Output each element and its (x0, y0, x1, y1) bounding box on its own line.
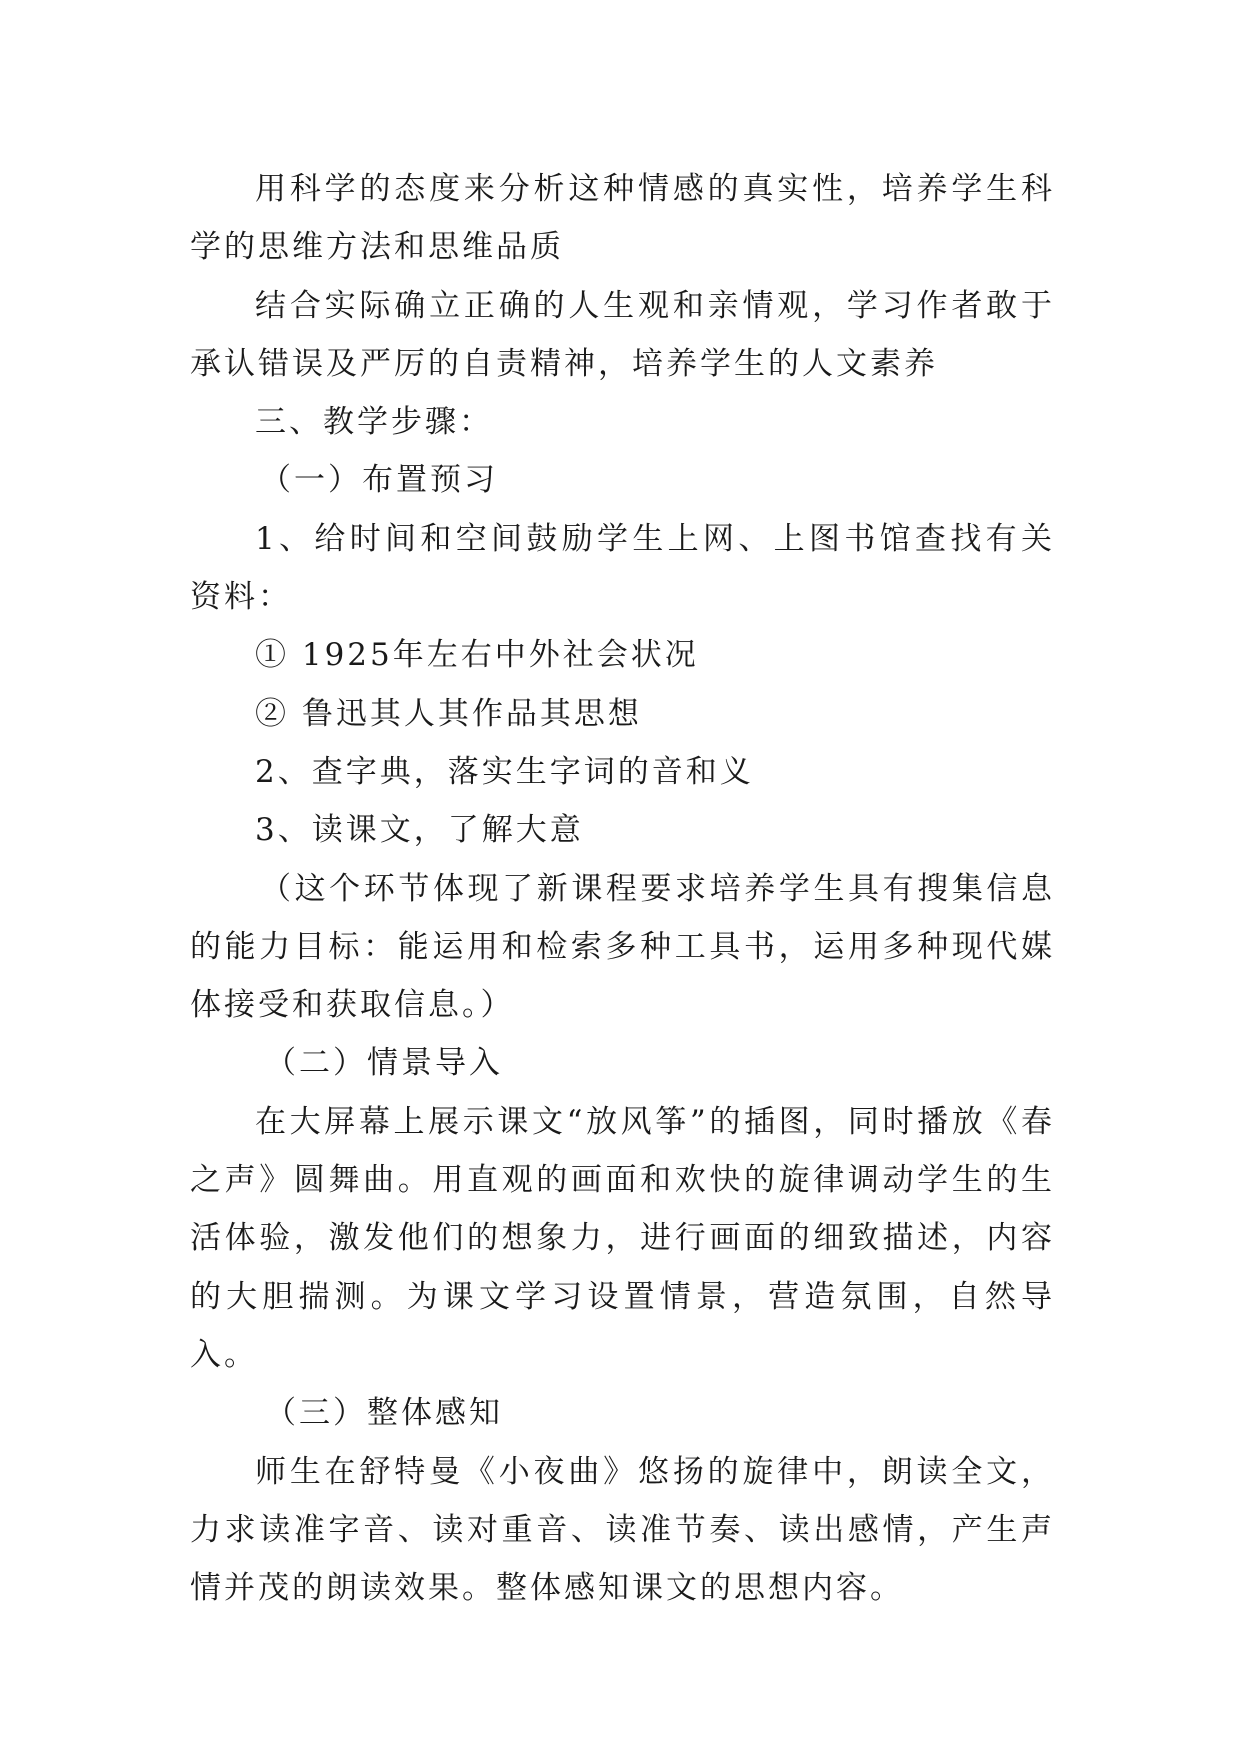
list-item-1: 1、给时间和空间鼓励学生上网、上图书馆查找有关资料： (190, 520, 1055, 616)
list-item-3: 3、读课文，了解大意 (255, 812, 584, 849)
list-subitem-1: ① 1925年左右中外社会状况 (255, 637, 699, 674)
list-subitem-2: ② 鲁迅其人其作品其思想 (255, 695, 642, 732)
paragraph-objective-science: 用科学的态度来分析这种情感的真实性，培养学生科学的思维方法和思维品质 (190, 171, 1055, 266)
paragraph-note: （这个环节体现了新课程要求培养学生具有搜集信息的能力目标：能运用和检索多种工具书，运用多种现代媒体接受和获取信息。） (190, 870, 1055, 1024)
subheading-overall-perception: （三）整体感知 (265, 1395, 503, 1432)
paragraph-scene-intro: 在大屏幕上展示课文“放风筝”的插图，同时播放《春之声》圆舞曲。用直观的画面和欢快的旋律调动学生的生活体验，激发他们的想象力，进行画面的细致描述，内容的大胆揣测。为课文学习设置情景，营造氛围，自然导入。 (190, 1103, 1055, 1373)
paragraph-overall-perception: 师生在舒特曼《小夜曲》悠扬的旋律中，朗读全文，力求读准字音、读对重音、读准节奏、读出感情，产生声情并茂的朗读效果。整体感知课文的思想内容。 (190, 1453, 1055, 1607)
subheading-scene-intro: （二）情景导入 (265, 1045, 503, 1082)
document-body (190, 160, 1055, 1617)
section-heading-teaching-steps: 三、教学步骤： (255, 404, 493, 441)
subheading-preview: （一）布置预习 (260, 462, 498, 499)
paragraph-objective-humanities: 结合实际确立正确的人生观和亲情观，学习作者敢于承认错误及严厉的自责精神，培养学生的人文素养 (190, 287, 1055, 382)
list-item-2: 2、查字典，落实生字词的音和义 (255, 753, 754, 790)
